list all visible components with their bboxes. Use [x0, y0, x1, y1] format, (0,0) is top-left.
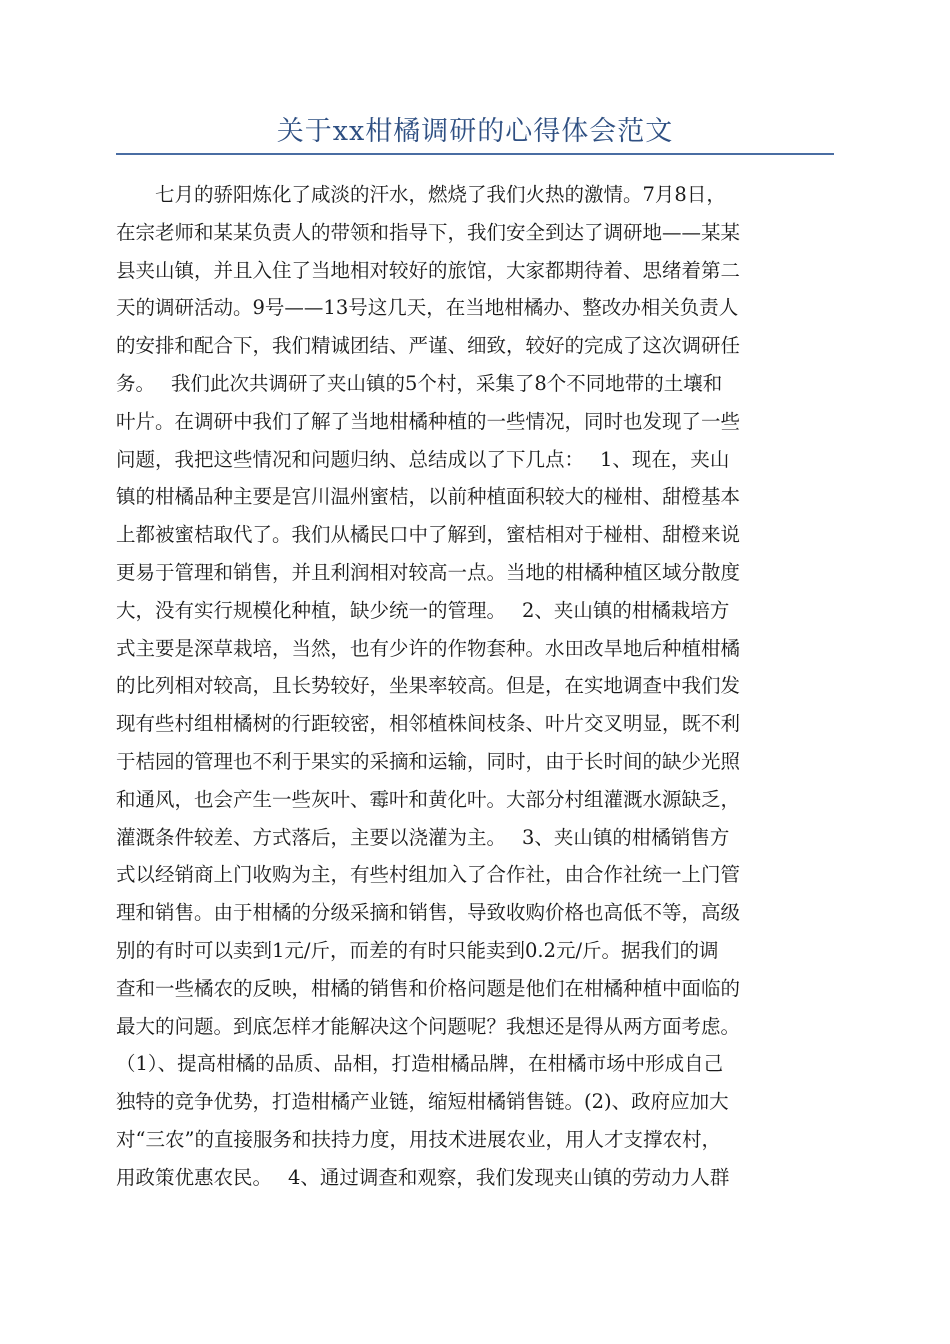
body-line: 和通风，也会产生一些灰叶、霉叶和黄化叶。大部分村组灌溉水源缺乏，: [116, 787, 741, 811]
body-line: 于桔园的管理也不利于果实的采摘和运输，同时，由于长时间的缺少光照: [116, 749, 741, 773]
body-line: 更易于管理和销售，并且利润相对较高一点。当地的柑橘种植区域分散度: [116, 560, 741, 584]
body-line: 现有些村组柑橘树的行距较密，相邻植株间枝条、叶片交叉明显，既不利: [116, 712, 741, 736]
body-line: 的比列相对较高，且长势较好，坐果率较高。但是，在实地调查中我们发: [116, 674, 741, 698]
body-line: 用政策优惠农民。 4、通过调查和观察，我们发现夹山镇的劳动力人群: [116, 1165, 730, 1189]
body-line: 别的有时可以卖到1元/斤，而差的有时只能卖到0.2元/斤。据我们的调: [116, 938, 719, 962]
body-line: 上都被蜜桔取代了。我们从橘民口中了解到，蜜桔相对于椪柑、甜橙来说: [116, 523, 741, 547]
body-line: 叶片。在调研中我们了解了当地柑橘种植的一些情况，同时也发现了一些: [116, 409, 741, 433]
body-line: 的安排和配合下，我们精诚团结、严谨、细致，较好的完成了这次调研任: [116, 334, 741, 358]
body-line: 大，没有实行规模化种植，缺少统一的管理。 2、夹山镇的柑橘栽培方: [116, 598, 730, 622]
document-title: 关于xx柑橘调研的心得体会范文: [276, 116, 674, 147]
body-line: 问题，我把这些情况和问题归纳、总结成以了下几点： 1、现在，夹山: [116, 447, 730, 471]
body-line: 镇的柑橘品种主要是宫川温州蜜桔，以前种植面积较大的椪柑、甜橙基本: [116, 485, 741, 509]
body-line: 查和一些橘农的反映，柑橘的销售和价格问题是他们在柑橘种植中面临的: [116, 976, 741, 1000]
body-line: 最大的问题。到底怎样才能解决这个问题呢？我想还是得从两方面考虑。: [116, 1014, 741, 1038]
title-underline: [116, 153, 834, 155]
body-line: 理和销售。由于柑橘的分级采摘和销售，导致收购价格也高低不等，高级: [116, 901, 741, 925]
body-line: 独特的竞争优势，打造柑橘产业链，缩短柑橘销售链。(2)、政府应加大: [116, 1090, 729, 1114]
body-line: 在宗老师和某某负责人的带领和指导下，我们安全到达了调研地——某某: [116, 220, 741, 244]
body-line: 县夹山镇，并且入住了当地相对较好的旅馆，大家都期待着、思绪着第二: [116, 258, 741, 282]
body-line: 式以经销商上门收购为主，有些村组加入了合作社，由合作社统一上门管: [116, 863, 741, 887]
body-line: （1）、提高柑橘的品质、品相，打造柑橘品牌，在柑橘市场中形成自己: [116, 1052, 724, 1076]
body-line: 务。 我们此次共调研了夹山镇的5个村，采集了8个不同地带的土壤和: [116, 371, 723, 395]
body-line: 对“三农”的直接服务和扶持力度，用技术进展农业，用人才支撑农村，: [116, 1127, 721, 1151]
body-line: 天的调研活动。9号——13号这几天，在当地柑橘办、整改办相关负责人: [116, 296, 739, 320]
body-line: 七月的骄阳炼化了咸淡的汗水，燃烧了我们火热的激情。7月8日，: [116, 183, 726, 206]
body-line: 式主要是深草栽培，当然，也有少许的作物套种。水田改旱地后种植柑橘: [116, 636, 741, 660]
document-body: [116, 176, 836, 1197]
body-line: 灌溉条件较差、方式落后，主要以浇灌为主。 3、夹山镇的柑橘销售方: [116, 825, 730, 849]
